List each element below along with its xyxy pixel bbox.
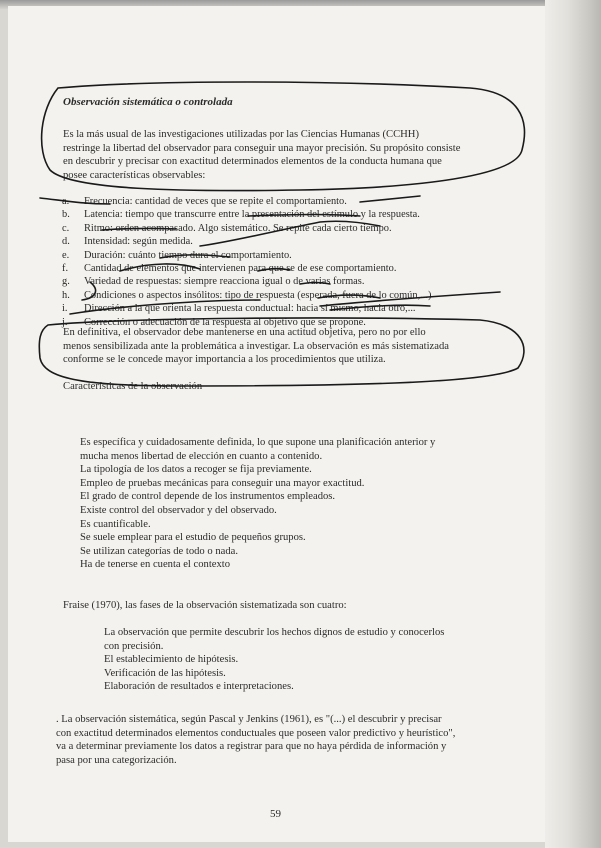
characteristics-list	[80, 436, 435, 572]
list-item: El establecimiento de hipótesis.	[104, 654, 239, 666]
list-item: a. Frecuencia: cantidad de veces que se repite el comportamiento.	[62, 196, 347, 207]
list-item: c. Ritmo: orden acompasado. Algo sistemático. Se repite cada cierto tiempo.	[62, 222, 392, 234]
list-item: Existe control del observador y del observado.	[80, 504, 277, 516]
intro-line: Es la más usual de las investigaciones utilizadas por las Ciencias Humanas (CCHH)	[63, 129, 419, 140]
final-line: va a determinar previamente los datos a registrar para que no haya pérdida de información y	[56, 741, 447, 753]
intro-line: en descubrir y precisar con exactitud determinados elementos de la conducta humana que	[63, 156, 442, 168]
final-line: . La observación sistemática, según Pascal y Jenkins (1961), es "(...) el descubrir y precisar	[56, 714, 442, 725]
page-number: 59	[270, 808, 281, 820]
conclusion-line: conforme se le concede mayor importancia a los procedimientos que utiliza.	[63, 354, 386, 366]
conclusion-paragraph	[63, 326, 449, 367]
list-item: Verificación de las hipótesis.	[104, 667, 226, 679]
final-line: con exactitud determinados elementos conductuales que poseen valor predictivo y heurístico",	[56, 727, 456, 739]
list-item: j. Corrección o adecuación de la respuesta al objetivo que se propone.	[62, 316, 366, 328]
fraise-intro: Fraise (1970), las fases de la observación sistematizada son cuatro:	[63, 600, 347, 611]
list-item: e. Duración: cuánto tiempo dura el comportamiento.	[62, 249, 292, 261]
criteria-list	[62, 195, 431, 329]
list-item: Es específica y cuidadosamente definida, lo que supone una planificación anterior y	[80, 437, 436, 448]
section-title: Observación sistemática o controlada	[63, 96, 233, 108]
list-item: La observación que permite descubrir los hechos dignos de estudio y conocerlos	[104, 627, 445, 638]
list-item: f. Cantidad de elementos que intervienen para que se de ese comportamiento.	[62, 263, 397, 275]
characteristics-title: Características de la observación	[63, 381, 203, 392]
list-item: g. Variedad de respuestas: siempre reacciona igual o de varias formas.	[62, 276, 365, 288]
list-item: La tipología de los datos a recoger se fija previamente.	[80, 464, 312, 476]
intro-paragraph	[63, 128, 460, 182]
list-item: Es cuantificable.	[80, 518, 151, 530]
book-binding-shadow	[545, 0, 601, 848]
list-item: mucha menos libertad de elección en cuanto a contenido.	[80, 450, 323, 462]
list-item: d. Intensidad: según medida.	[62, 236, 193, 248]
list-item: con precisión.	[104, 640, 164, 652]
list-item: Elaboración de resultados e interpretaciones.	[104, 681, 294, 693]
list-item: Ha de tenerse en cuenta el contexto	[80, 559, 231, 571]
intro-line: restringe la libertad del observador para conseguir una mayor precisión. Su propósito consiste	[63, 142, 461, 154]
final-line: pasa por una categorización.	[56, 754, 177, 766]
conclusion-line: menos sensibilizada ante la problemática a investigar. La observación es más sistematizada	[63, 340, 449, 352]
list-item: Empleo de pruebas mecánicas para conseguir una mayor exactitud.	[80, 477, 365, 489]
phases-list	[104, 626, 444, 694]
list-item: Se suele emplear para el estudio de pequeños grupos.	[80, 532, 306, 544]
intro-line: posee características observables:	[63, 169, 206, 181]
list-item: i. Dirección a la que orienta la respuesta conductual: hacia sí mismo, hacia otro,...	[62, 303, 416, 315]
list-item: b. Latencia: tiempo que transcurre entre la presentación del estímulo y la respuesta.	[62, 209, 420, 221]
list-item: El grado de control depende de los instrumentos empleados.	[80, 491, 336, 503]
final-paragraph	[56, 713, 455, 767]
list-item: Se utilizan categorías de todo o nada.	[80, 545, 238, 557]
conclusion-line: En definitiva, el observador debe mantenerse en una actitud objetiva, pero no por ello	[63, 327, 426, 338]
list-item: h. Condiciones o aspectos insólitos: tipo de respuesta (esperada, fuera de lo común,...)	[62, 289, 432, 301]
